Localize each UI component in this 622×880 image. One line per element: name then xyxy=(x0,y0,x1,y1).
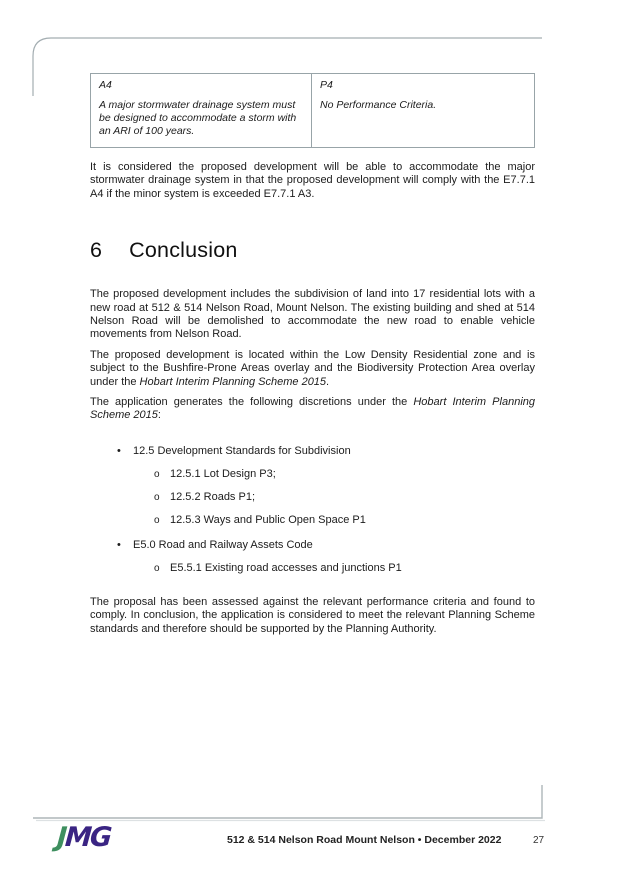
sub-bullet-icon: o xyxy=(154,514,160,526)
sub-bullet-icon: o xyxy=(154,562,160,574)
list-item-label: E5.0 Road and Railway Assets Code xyxy=(133,538,313,551)
jmg-logo-letter-g: G xyxy=(88,822,112,853)
paragraph-zone-suffix: . xyxy=(326,375,330,388)
footer-document-title: 512 & 514 Nelson Road Mount Nelson • December 2022 xyxy=(227,834,502,846)
list-item-label: E5.5.1 Existing road accesses and junctions P1 xyxy=(170,561,402,574)
criteria-code-a4: A4 xyxy=(99,79,112,91)
criteria-table xyxy=(90,73,535,148)
paragraph-assessment: It is considered the proposed development will be able to accommodate the major stormwater drainage system in that the proposed development will comply with the E7.7.1 A4 if the minor system is exceeded E7.7.1 A3. xyxy=(90,161,535,200)
page-content xyxy=(90,73,535,643)
criteria-text-a4: A major stormwater drainage system must be designed to accommodate a storm with an ARI of 100 years. xyxy=(99,99,297,137)
bullet-icon: • xyxy=(117,444,121,457)
section-number: 6 xyxy=(90,238,103,263)
sub-bullet-icon: o xyxy=(154,491,160,503)
list-item xyxy=(90,514,535,527)
criteria-code-p4: P4 xyxy=(320,79,333,91)
paragraph-zone xyxy=(90,349,535,389)
section-heading xyxy=(90,238,535,263)
planning-scheme-title: Hobart Interim Planning Scheme 2015 xyxy=(139,375,327,388)
planning-scheme-title: Hobart Interim Planning Scheme 2015 xyxy=(90,396,535,422)
list-item-label: 12.5.1 Lot Design P3; xyxy=(170,467,276,480)
discretions-list xyxy=(90,445,535,575)
jmg-logo-letter-m: M xyxy=(63,822,92,853)
list-item-label: 12.5.3 Ways and Public Open Space P1 xyxy=(170,513,366,526)
list-item xyxy=(90,468,535,481)
paragraph-application xyxy=(90,396,535,423)
criteria-cell-a4 xyxy=(91,74,312,147)
jmg-logo xyxy=(56,824,111,852)
paragraph-application-prefix: The application generates the following discretions under the xyxy=(90,396,414,409)
list-item xyxy=(90,445,535,458)
list-item xyxy=(90,539,535,552)
sub-bullet-icon: o xyxy=(154,468,160,480)
paragraph-development: The proposed development includes the subdivision of land into 17 residential lots with a new road at 512 & 514 Nelson Road, Mount Nelson. The existing building and shed at 514 Nelson Road will be demolished to accommodate the new road to enable vehicle movements from Nelson Road. xyxy=(90,288,535,341)
list-item xyxy=(90,562,535,575)
criteria-cell-p4 xyxy=(312,74,534,147)
footer-page-number: 27 xyxy=(533,835,545,846)
section-title: Conclusion xyxy=(129,238,238,263)
list-item xyxy=(90,491,535,504)
jmg-logo-letter-j: J xyxy=(55,822,67,853)
paragraph-zone-prefix: The proposed development is located within the Low Density Residential zone and is subject to the Bushfire-Prone Areas overlay and the Biodiversity Protection Area overlay under the xyxy=(90,348,535,388)
bullet-icon: • xyxy=(117,538,121,551)
list-item-label: 12.5.2 Roads P1; xyxy=(170,490,256,503)
list-item-label: 12.5 Development Standards for Subdivision xyxy=(133,444,351,457)
paragraph-conclusion: The proposal has been assessed against the relevant performance criteria and found to comply. In conclusion, the application is considered to meet the relevant Planning Scheme standards and therefore should be supported by the Planning Authority. xyxy=(90,595,535,635)
criteria-text-p4: No Performance Criteria. xyxy=(320,99,437,111)
paragraph-application-suffix: : xyxy=(157,409,161,422)
